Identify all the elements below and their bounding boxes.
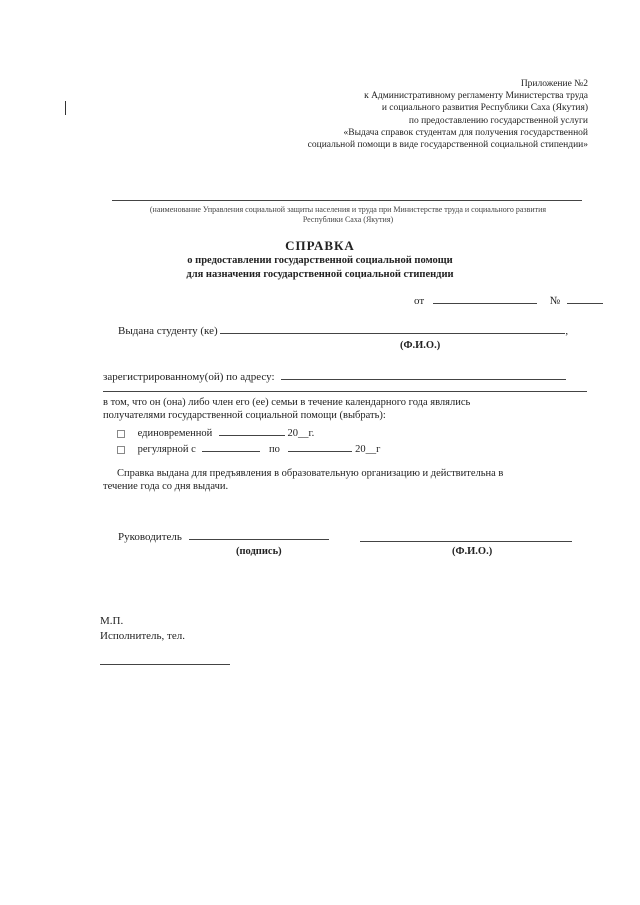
organization-field[interactable] bbox=[112, 200, 582, 201]
sign-caption: (подпись) bbox=[236, 546, 282, 557]
issued-to-label: Выдана студенту (ке) bbox=[118, 325, 218, 337]
address-row bbox=[103, 370, 566, 383]
option-year: 20__г bbox=[355, 444, 381, 455]
stamp-block bbox=[100, 614, 185, 644]
appendix-line: к Административному регламенту Министерства труда bbox=[364, 91, 588, 102]
option-one-time[interactable] bbox=[117, 426, 314, 439]
appendix-line: и социального развития Республики Саха (Якутия) bbox=[381, 103, 588, 114]
address-field-line2[interactable] bbox=[103, 391, 587, 392]
head-name-field[interactable] bbox=[360, 541, 572, 542]
statement-line: в том, что он (она) либо член его (ее) семьи в течение календарного года являлись bbox=[103, 397, 471, 408]
document-title: СПРАВКА bbox=[285, 238, 355, 253]
number-field[interactable] bbox=[567, 294, 603, 304]
name-caption: (Ф.И.О.) bbox=[452, 546, 493, 557]
regular-from-field[interactable] bbox=[202, 442, 260, 452]
organization-caption bbox=[108, 205, 588, 225]
date-label: от bbox=[414, 295, 425, 307]
subtitle-line: для назначения государственной социальной стипендии bbox=[186, 268, 454, 280]
org-caption-line: Республики Саха (Якутия) bbox=[302, 215, 394, 224]
option-label: единовременной bbox=[137, 428, 213, 439]
stamp-mp: М.П. bbox=[100, 615, 124, 627]
appendix-line: Приложение №2 bbox=[520, 79, 588, 89]
executor-label: Исполнитель, тел. bbox=[100, 630, 185, 642]
option-label: регулярной с bbox=[137, 444, 196, 455]
head-label: Руководитель bbox=[118, 531, 182, 543]
date-number-row bbox=[414, 294, 603, 307]
validity-line: Справка выдана для предъявления в образовательную организацию и действительна в bbox=[117, 468, 504, 479]
appendix-block bbox=[228, 78, 588, 151]
date-field[interactable] bbox=[433, 294, 537, 304]
student-name-field[interactable] bbox=[220, 324, 565, 334]
subtitle-line: о предоставлении государственной социальной помощи bbox=[187, 255, 453, 266]
number-label: № bbox=[549, 295, 561, 307]
one-time-date-field[interactable] bbox=[219, 426, 285, 436]
document-subtitle bbox=[0, 254, 640, 281]
signature-row bbox=[118, 530, 329, 543]
validity-line: течение года со дня выдачи. bbox=[103, 480, 229, 492]
executor-field[interactable] bbox=[100, 664, 230, 665]
appendix-line: социальной помощи в виде государственной социальной стипендии» bbox=[307, 140, 588, 151]
address-label: зарегистрированному(ой) по адресу: bbox=[103, 371, 275, 383]
checkbox[interactable] bbox=[117, 430, 125, 438]
regular-to-field[interactable] bbox=[288, 442, 352, 452]
appendix-line: по предоставлению государственной услуги bbox=[408, 115, 588, 126]
statement-paragraph bbox=[103, 397, 587, 422]
appendix-line: «Выдача справок студентам для получения государственной bbox=[343, 127, 588, 138]
issued-to-row: Выдана студенту (ке) , bbox=[118, 325, 569, 337]
address-field[interactable] bbox=[281, 370, 566, 380]
option-to-label: по bbox=[268, 444, 280, 455]
org-caption-line: (наименование Управления социальной защиты населения и труда при Министерстве труда и социального развития bbox=[149, 205, 547, 214]
signature-field[interactable] bbox=[189, 530, 329, 540]
statement-line: получателями государственной социальной помощи (выбрать): bbox=[103, 409, 386, 421]
margin-mark bbox=[65, 101, 66, 115]
option-year: 20__г. bbox=[287, 428, 315, 439]
validity-paragraph bbox=[103, 468, 587, 493]
checkbox[interactable] bbox=[117, 446, 125, 454]
option-regular[interactable] bbox=[117, 442, 380, 455]
fio-caption: (Ф.И.О.) bbox=[400, 340, 441, 351]
